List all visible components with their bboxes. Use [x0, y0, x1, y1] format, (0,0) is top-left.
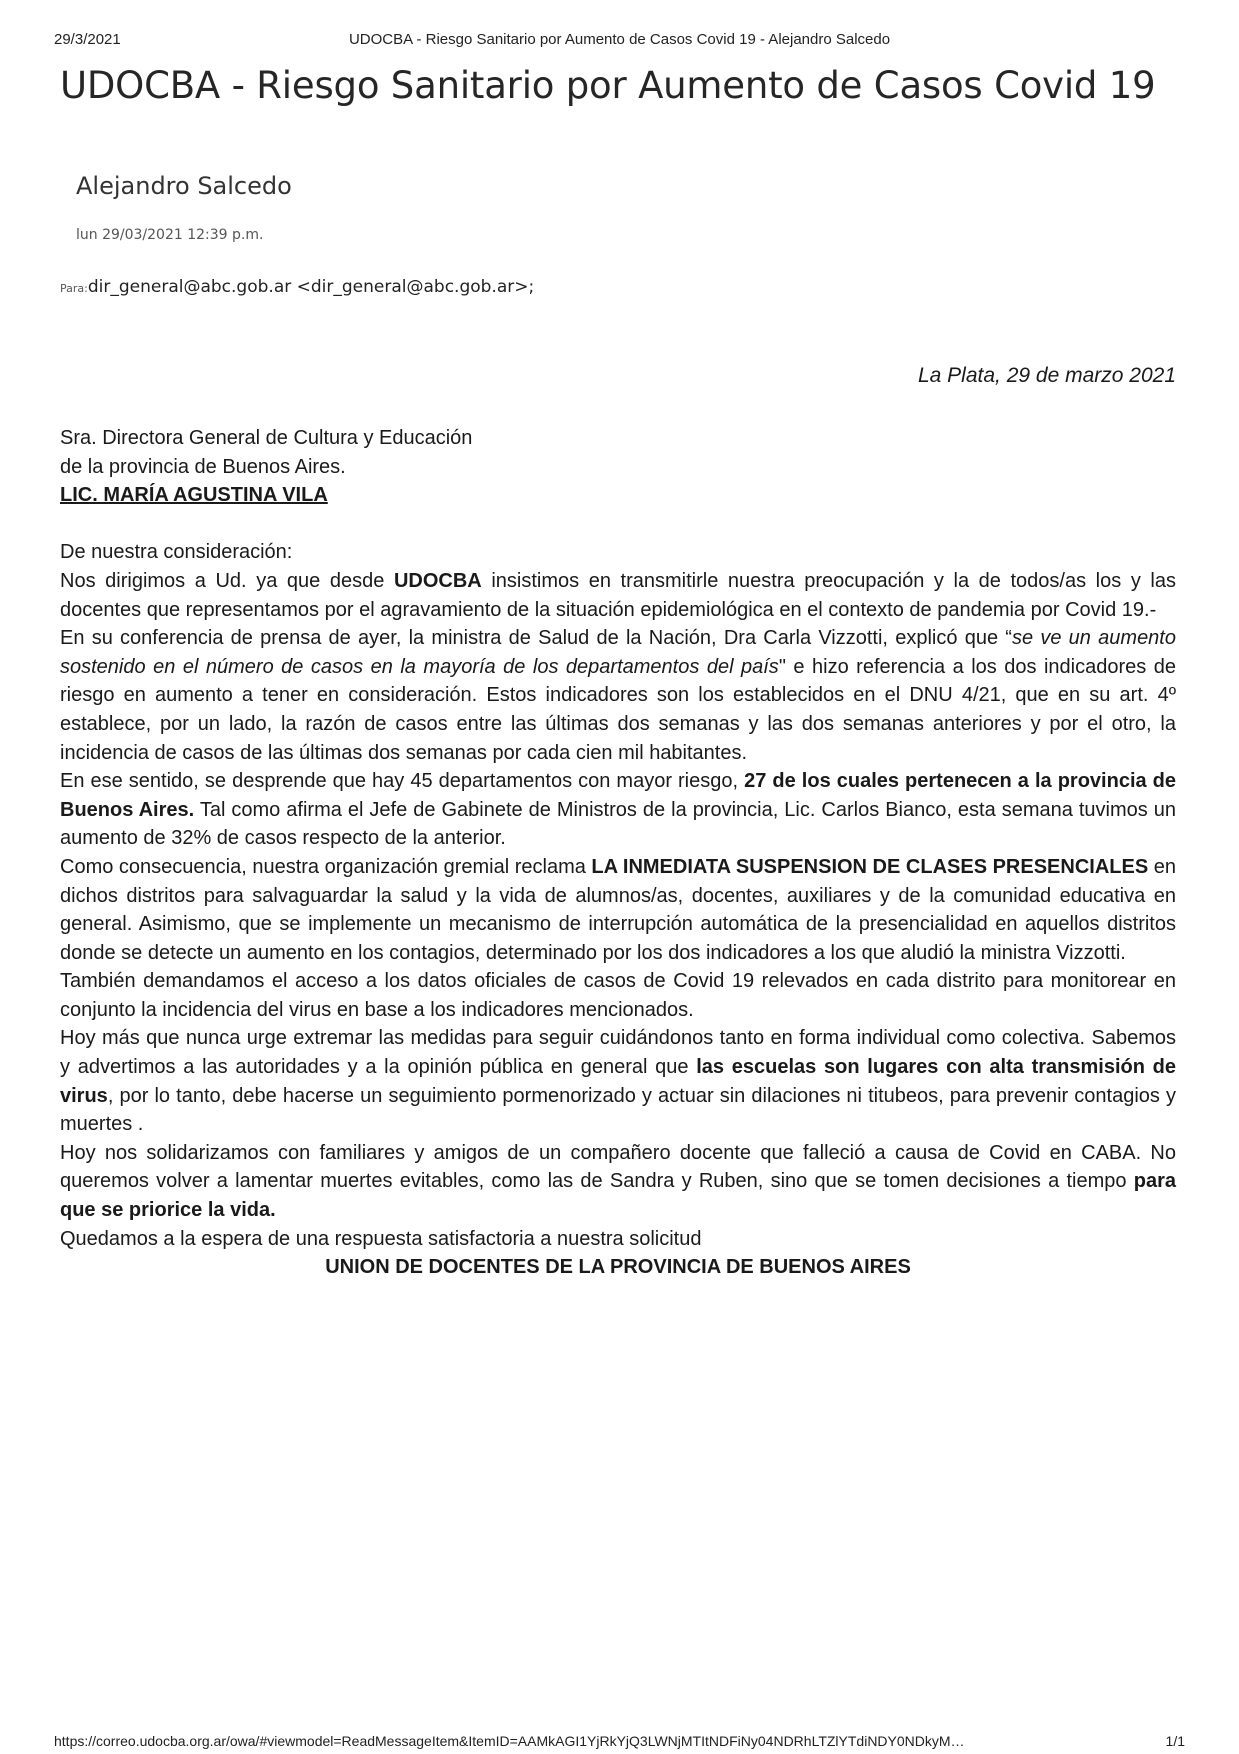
paragraph-3: En ese sentido, se desprende que hay 45 departamentos con mayor riesgo, 27 de los cuales pertenecen a la provincia de Buenos Aires. Tal como afirma el Jefe de Gabinete de Ministros de la provincia, Lic. Carlos Bianco, esta semana tuvimos un aumento de 32% de casos respecto de la anterior. [60, 770, 1177, 850]
schools-transmission-bold: las escuelas son lugares con alta transmisión de virus [60, 1056, 1176, 1107]
paragraph-8: Quedamos a la espera de una respuesta satisfactoria a nuestra solicitud [60, 1227, 702, 1250]
print-title: UDOCBA - Riesgo Sanitario por Aumento de Casos Covid 19 - Alejandro Salcedo [348, 31, 891, 48]
letter-body [60, 424, 1176, 1282]
paragraph-5: También demandamos el acceso a los datos oficiales de casos de Covid 19 relevados en cada distrito para monitorear en conjunto la incidencia del virus en base a los indicadores mencionados. [60, 970, 1176, 1021]
paragraph-6: Hoy más que nunca urge extremar las medidas para seguir cuidándonos tanto en forma individual como colectiva. Sabemos y advertimos a las autoridades y a la opinión pública en general que las escuelas son lugares con alta transmisión de virus, por lo tanto, debe hacerse un seguimiento pormenorizado y actuar sin dilaciones ni titubeos, para prevenir contagios y muertes . [60, 1027, 1176, 1136]
udocba-bold: UDOCBA [393, 569, 482, 592]
salutation: De nuestra consideración: [60, 541, 293, 564]
addressee-name: LIC. MARÍA AGUSTINA VILA [60, 484, 328, 507]
suspension-demand-bold: LA INMEDIATA SUSPENSION DE CLASES PRESENCIALES [591, 855, 1149, 878]
paragraph-1: Nos dirigimos a Ud. ya que desde UDOCBA insistimos en transmitirle nuestra preocupación y la de todos/as los y las docentes que representamos por el agravamiento de la situación epidemiológica en el contexto de pandemia por Covid 19.- [60, 569, 1176, 621]
print-date: 29/3/2021 [54, 31, 121, 48]
email-subject: UDOCBA - Riesgo Sanitario por Aumento de Casos Covid 19 [60, 64, 1156, 107]
paragraph-4: Como consecuencia, nuestra organización gremial reclama LA INMEDIATA SUSPENSION DE CLASES PRESENCIALES en dichos distritos para salvaguardar la salud y la vida de alumnos/as, docentes, auxiliares y de la comunidad educativa en general. Asimismo, que se implemente un mecanismo de interrupción automática de la presencialidad en aquellos distritos donde se detecte un aumento en los contagios, determinado por los dos indicadores a los que aludió la ministra Vizzotti. [60, 855, 1176, 964]
paragraph-2: En su conferencia de prensa de ayer, la ministra de Salud de la Nación, Dra Carla Vizzotti, explicó que “se ve un aumento sostenido en el número de casos en la mayoría de los departamentos del país" e hizo referencia a los dos indicadores de riesgo en aumento a tener en consideración. Estos indicadores son los establecidos en el DNU 4/21, que en su art. 4º establece, por un lado, la razón de casos entre las últimas dos semanas y las dos semanas anteriores y por el otro, la incidencia de casos de las últimas dos semanas por cada cien mil habitantes. [60, 627, 1176, 764]
addressee-line-1: Sra. Directora General de Cultura y Educación [60, 427, 473, 449]
districts-bold: 27 de los cuales pertenecen a la provincia de Buenos Aires. [60, 770, 1177, 821]
paragraph-7: Hoy nos solidarizamos con familiares y amigos de un compañero docente que falleció a causa de Covid en CABA. No queremos volver a lamentar muertes evitables, como las de Sandra y Ruben, sino que se tomen decisiones a tiempo para que se priorice la vida. [60, 1141, 1176, 1222]
recipient-line [60, 277, 534, 297]
addressee-line-2: de la provincia de Buenos Aires. [60, 455, 346, 478]
letter-place-date: La Plata, 29 de marzo 2021 [917, 364, 1176, 387]
footer-url: https://correo.udocba.org.ar/owa/#viewmodel=ReadMessageItem&ItemID=AAMkAGI1YjRkYjQ3LWNjMTItNDFiNy04NDRhLTZlYTdiNDY0NDkyM… [54, 1733, 965, 1749]
minister-quote: se ve un aumento sostenido en el número de casos en la mayoría de los departamentos del país [60, 627, 1176, 678]
prioritize-life-bold: para que se priorice la vida. [60, 1170, 1176, 1222]
sent-timestamp: lun 29/03/2021 12:39 p.m. [76, 227, 264, 243]
to-label: Para: [60, 282, 88, 295]
signature: UNION DE DOCENTES DE LA PROVINCIA DE BUENOS AIRES [325, 1256, 911, 1279]
recipient-address[interactable]: dir_general@abc.gob.ar <dir_general@abc.gob.ar>; [87, 277, 535, 297]
page-number: 1/1 [1165, 1733, 1185, 1749]
sender-name: Alejandro Salcedo [76, 172, 292, 200]
